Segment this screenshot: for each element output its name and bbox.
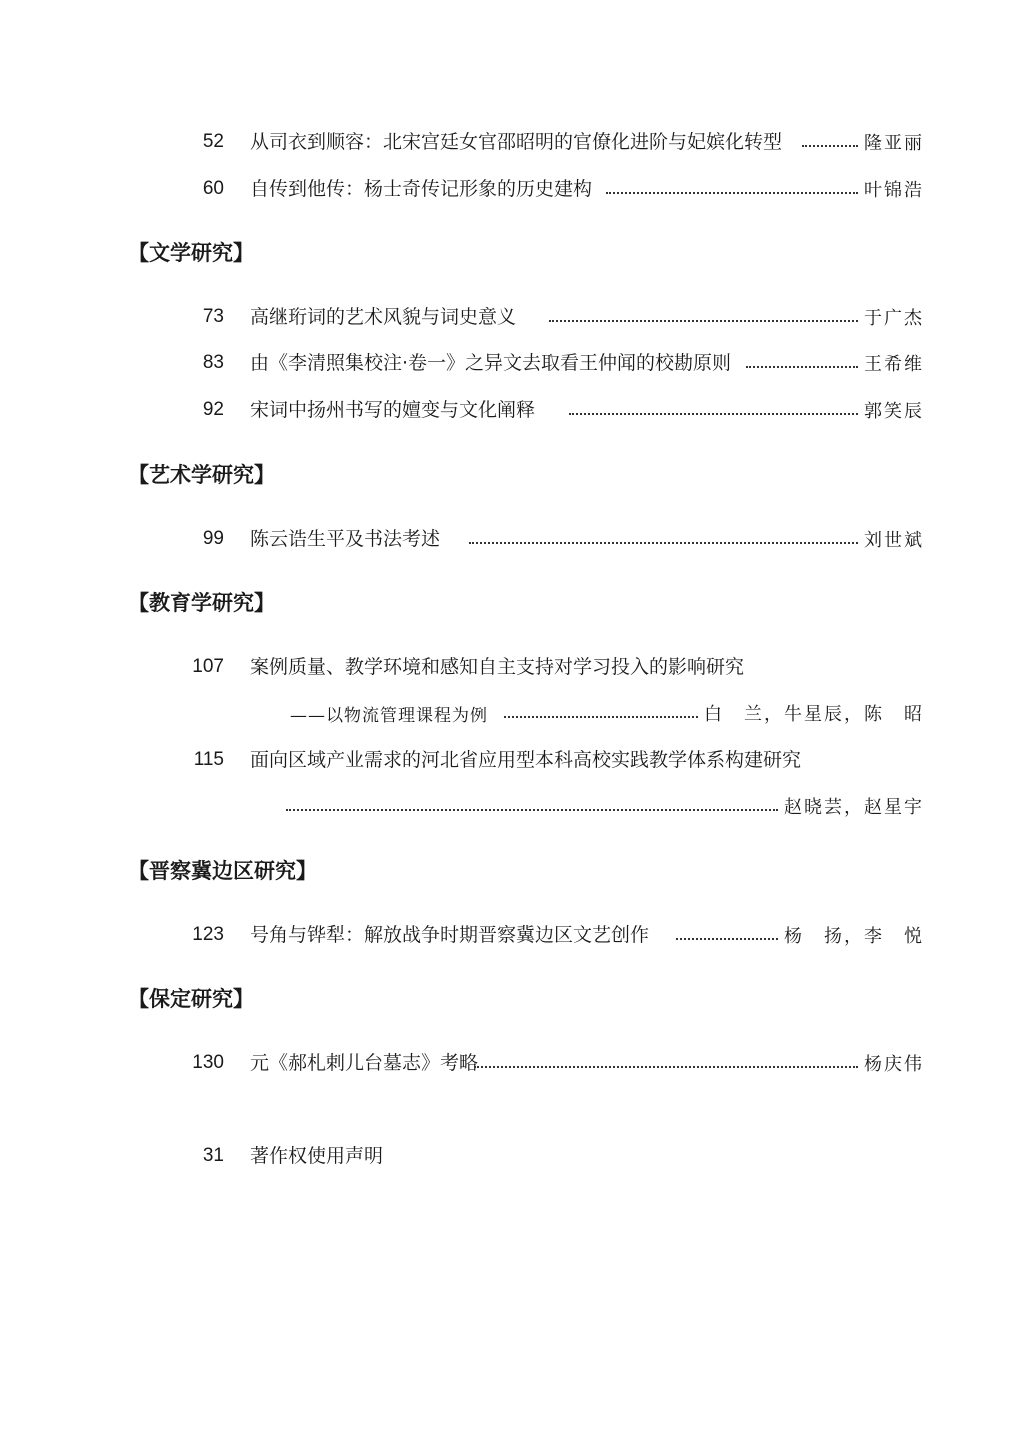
- entry-title: 自传到他传：杨士奇传记形象的历史建构: [250, 178, 593, 200]
- entry-subtitle: ——以物流管理课程为例: [290, 705, 488, 726]
- leader: [565, 390, 924, 430]
- entry-title: 案例质量、教学环境和感知自主支持对学习投入的影响研究: [250, 656, 745, 678]
- entry-author: 王希维: [864, 354, 924, 375]
- entry-author: 隆亚丽: [864, 133, 924, 154]
- section-heading: 【保定研究】: [128, 987, 254, 1011]
- leader: [290, 693, 924, 733]
- page-number: 92: [202, 399, 224, 420]
- toc-entry[interactable]: [0, 390, 1024, 430]
- entry-author: 杨庆伟: [864, 1054, 924, 1075]
- toc-entry[interactable]: [0, 122, 1024, 162]
- section-heading: 【教育学研究】: [128, 591, 275, 615]
- page-number: 99: [202, 528, 224, 549]
- leader: [672, 915, 924, 955]
- page-number: 31: [202, 1145, 224, 1166]
- page-number: 73: [202, 306, 224, 327]
- toc-entry[interactable]: [0, 915, 1024, 955]
- toc-entry[interactable]: [0, 519, 1024, 559]
- section-heading: 【文学研究】: [128, 241, 254, 265]
- section-heading: 【晋察冀边区研究】: [128, 859, 317, 883]
- leader: [742, 343, 924, 383]
- entry-author: 于广杰: [864, 308, 924, 329]
- entry-author: 刘世斌: [864, 530, 924, 551]
- toc-entry-subline: [0, 693, 1024, 733]
- entry-author: 叶锦浩: [864, 180, 924, 201]
- page-number: 115: [193, 749, 224, 770]
- page-number: 83: [202, 352, 224, 373]
- toc-entry[interactable]: [0, 1043, 1024, 1083]
- entry-title: 元《郝札剌儿台墓志》考略: [250, 1052, 479, 1074]
- leader: [798, 122, 924, 162]
- section-heading: 【艺术学研究】: [128, 463, 275, 487]
- leader: [545, 297, 924, 337]
- toc-entry[interactable]: [0, 169, 1024, 209]
- page-number: 60: [202, 178, 224, 199]
- entry-title: 著作权使用声明: [250, 1145, 384, 1167]
- entry-title: 从司衣到顺容：北宋宫廷女官邵昭明的官僚化进阶与妃嫔化转型: [250, 131, 783, 153]
- page-number: 52: [202, 131, 224, 152]
- entry-title: 高继珩词的艺术风貌与词史意义: [250, 306, 517, 328]
- entry-author: 郭笑辰: [864, 401, 924, 422]
- toc-entry[interactable]: [0, 647, 1024, 687]
- leader: [470, 1043, 924, 1083]
- page-number: 123: [192, 924, 224, 945]
- toc-entry[interactable]: [0, 740, 1024, 780]
- entry-title: 由《李清照集校注·卷一》之异文去取看王仲闻的校勘原则: [250, 352, 732, 374]
- entry-title: 陈云诰生平及书法考述: [250, 528, 441, 550]
- page-number: 130: [192, 1052, 224, 1073]
- entry-author: 赵晓芸，赵星宇: [784, 797, 924, 818]
- leader: [602, 169, 924, 209]
- leader: [282, 786, 924, 826]
- entry-author: 杨 扬，李 悦: [784, 926, 924, 947]
- entry-title: 宋词中扬州书写的嬗变与文化阐释: [250, 399, 536, 421]
- leader: [465, 519, 924, 559]
- toc-entry[interactable]: [0, 1136, 1024, 1176]
- page-number: 107: [192, 656, 224, 677]
- entry-title: 号角与铧犁：解放战争时期晋察冀边区文艺创作: [250, 924, 650, 946]
- entry-author: 白 兰，牛星辰，陈 昭: [704, 704, 924, 725]
- toc-entry[interactable]: [0, 297, 1024, 337]
- toc-entry[interactable]: [0, 343, 1024, 383]
- entry-title: 面向区域产业需求的河北省应用型本科高校实践教学体系构建研究: [250, 749, 802, 771]
- toc-entry-subline: [0, 786, 1024, 826]
